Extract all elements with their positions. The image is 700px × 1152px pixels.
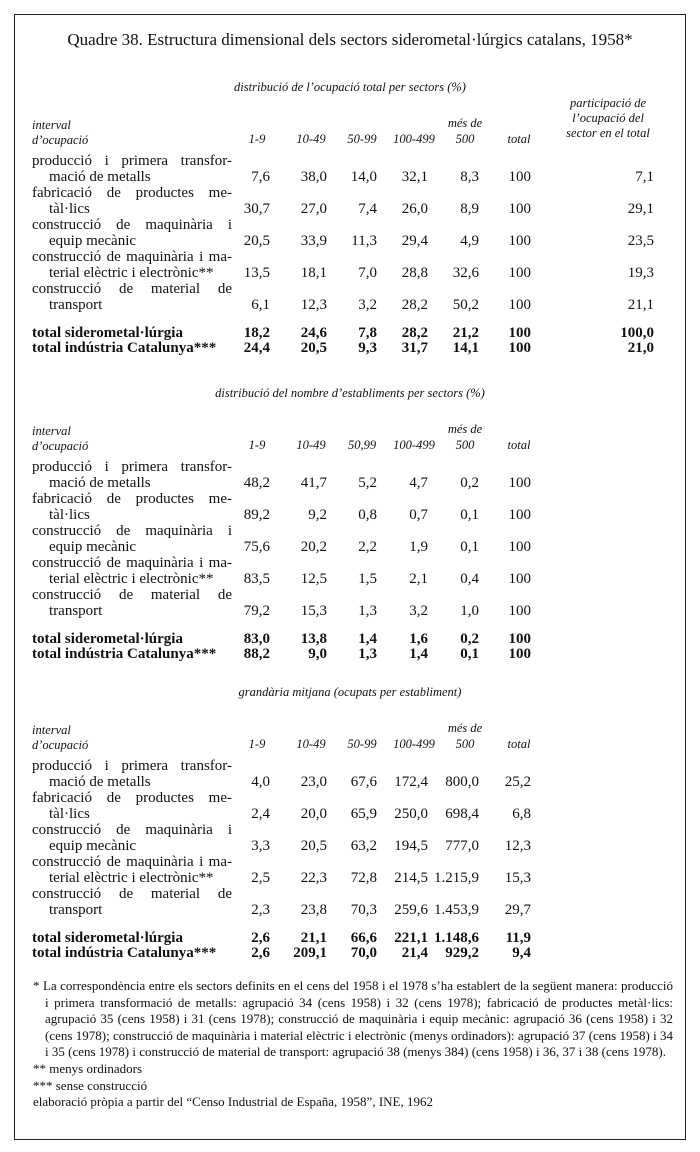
column-header: 500 [455, 132, 475, 146]
table-cell: 100 [508, 571, 531, 587]
table-cell: 0,1 [460, 539, 479, 555]
column-header: total [507, 132, 531, 146]
column-header: sector en el total [566, 126, 650, 140]
total-cell: 0,2 [460, 631, 479, 647]
table-cell: 259,6 [394, 902, 428, 918]
table-cell: 83,5 [243, 571, 270, 587]
section-caption: distribució del nombre d’establiments per sectors (%) [215, 386, 485, 400]
table-cell: 30,7 [243, 201, 270, 217]
table-cell: 29,7 [504, 902, 531, 918]
total-cell: 21,4 [401, 945, 428, 961]
table-cell: 800,0 [445, 774, 479, 790]
stub-header: interval [32, 723, 71, 737]
table-cell: 27,0 [300, 201, 327, 217]
table-cell: 100 [508, 201, 531, 217]
total-cell: 100 [508, 646, 531, 662]
table-cell: 1,9 [409, 539, 428, 555]
row-label-line: producció i primera transfor- [32, 459, 232, 475]
column-header: total [507, 737, 531, 751]
total-cell: 929,2 [445, 945, 479, 961]
table-cell: 3,2 [358, 297, 377, 313]
total-row-label: total indústria Catalunya*** [32, 646, 217, 662]
total-cell: 21,1 [300, 930, 327, 946]
table-cell: 20,5 [243, 233, 270, 249]
column-header: total [507, 438, 531, 452]
table-cell: 194,5 [394, 838, 428, 854]
total-cell: 11,9 [505, 930, 531, 946]
total-cell: 1,6 [409, 631, 428, 647]
stub-header: d’ocupació [32, 439, 89, 453]
row-label-line: transport [49, 902, 103, 918]
table-cell: 48,2 [243, 475, 270, 491]
row-label-line: construcció de maquinària i ma- [32, 555, 232, 571]
table-cell: 8,3 [460, 169, 479, 185]
row-label-line: terial elèctric i electrònic** [49, 571, 214, 587]
table-cell: 32,1 [401, 169, 428, 185]
row-label-line: construcció de material de [32, 587, 232, 603]
table-cell: 0,4 [460, 571, 479, 587]
table-cell: 19,3 [627, 265, 654, 281]
table-cell: 70,3 [350, 902, 377, 918]
row-label-line: tàl·lics [49, 507, 90, 523]
footnote-triple-asterisk: *** sense construcció [33, 1077, 148, 1093]
table-cell: 28,2 [401, 297, 428, 313]
stub-header: interval [32, 118, 71, 132]
table-cell: 72,8 [350, 870, 377, 886]
row-label-line: mació de metalls [49, 169, 151, 185]
table-cell: 777,0 [445, 838, 479, 854]
table-cell: 26,0 [401, 201, 428, 217]
row-label-line: mació de metalls [49, 475, 151, 491]
total-cell: 1,4 [409, 646, 428, 662]
table-cell: 32,6 [452, 265, 479, 281]
total-cell: 1,3 [358, 646, 377, 662]
table-cell: 3,2 [409, 603, 428, 619]
row-label-line: construcció de maquinària i ma- [32, 854, 232, 870]
table-cell: 12,3 [504, 838, 531, 854]
total-cell: 24,4 [243, 340, 270, 356]
table-cell: 79,2 [243, 603, 270, 619]
table-cell: 100 [508, 233, 531, 249]
row-label-line: tàl·lics [49, 806, 90, 822]
row-label-line: equip mecànic [49, 838, 137, 854]
table-cell: 0,7 [409, 507, 428, 523]
table-cell: 89,2 [243, 507, 270, 523]
section-caption: distribució de l’ocupació total per sectors (%) [234, 80, 466, 94]
column-header: 100-499 [393, 737, 435, 751]
total-cell: 209,1 [293, 945, 327, 961]
table-cell: 38,0 [300, 169, 327, 185]
table-cell: 100 [508, 297, 531, 313]
table-cell: 20,2 [300, 539, 327, 555]
total-cell: 31,7 [401, 340, 428, 356]
table-cell: 3,3 [251, 838, 270, 854]
row-label-line: producció i primera transfor- [32, 758, 232, 774]
table-cell: 15,3 [504, 870, 531, 886]
table-cell: 1,0 [460, 603, 479, 619]
table-cell: 22,3 [300, 870, 327, 886]
total-cell: 100 [508, 340, 531, 356]
table-cell: 4,9 [460, 233, 479, 249]
table-cell: 12,5 [300, 571, 327, 587]
row-label-line: fabricació de productes me- [32, 491, 232, 507]
table-cell: 6,8 [512, 806, 531, 822]
table-cell: 7,0 [358, 265, 377, 281]
table-cell: 11,3 [351, 233, 377, 249]
table-cell: 9,2 [308, 507, 327, 523]
column-header: més de [447, 116, 483, 130]
table-cell: 6,1 [251, 297, 270, 313]
total-row-label: total siderometal·lúrgia [32, 325, 183, 341]
table-cell: 29,4 [401, 233, 428, 249]
table-cell: 214,5 [394, 870, 428, 886]
table-cell: 63,2 [350, 838, 377, 854]
table-cell: 15,3 [300, 603, 327, 619]
column-header: 500 [455, 737, 475, 751]
total-cell: 20,5 [300, 340, 327, 356]
total-cell: 7,8 [358, 325, 377, 341]
column-header: 10-49 [296, 737, 326, 751]
table-cell: 4,0 [251, 774, 270, 790]
row-label-line: tàl·lics [49, 201, 90, 217]
row-label-line: terial elèctric i electrònic** [49, 870, 214, 886]
total-cell: 83,0 [243, 631, 270, 647]
table-cell: 698,4 [445, 806, 479, 822]
total-cell: 9,3 [358, 340, 377, 356]
table-cell: 8,9 [460, 201, 479, 217]
row-label-line: construcció de maquinària i [32, 523, 232, 539]
table-cell: 65,9 [350, 806, 377, 822]
table-cell: 23,5 [627, 233, 654, 249]
total-cell: 70,0 [350, 945, 377, 961]
table-cell: 0,1 [460, 507, 479, 523]
column-header: 500 [455, 438, 475, 452]
table-cell: 0,2 [460, 475, 479, 491]
table-cell: 1,5 [358, 571, 377, 587]
footnotes [33, 978, 673, 1111]
total-cell: 100 [508, 631, 531, 647]
column-header: 1-9 [248, 132, 266, 146]
column-header: 100-499 [393, 438, 435, 452]
table-cell: 100 [508, 603, 531, 619]
row-label-line: construcció de material de [32, 886, 232, 902]
table-cell: 100 [508, 539, 531, 555]
row-label-line: producció i primera transfor- [32, 153, 232, 169]
total-cell: 2,6 [251, 930, 270, 946]
total-cell: 9,0 [308, 646, 327, 662]
column-header: 50,99 [347, 438, 377, 452]
source-note: elaboració pròpia a partir del “Censo Industrial de España, 1958”, INE, 1962 [33, 1094, 433, 1110]
total-row-label: total siderometal·lúrgia [32, 930, 183, 946]
table-cell: 28,8 [401, 265, 428, 281]
total-cell: 2,6 [251, 945, 270, 961]
row-label-line: construcció de maquinària i ma- [32, 249, 232, 265]
table-cell: 1.453,9 [434, 902, 479, 918]
table-cell: 7,1 [635, 169, 654, 185]
row-label-line: construcció de material de [32, 281, 232, 297]
column-header: 50-99 [347, 737, 377, 751]
total-cell: 21,2 [452, 325, 479, 341]
total-cell: 13,8 [300, 631, 327, 647]
row-label-line: construcció de maquinària i [32, 822, 232, 838]
row-label-line: terial elèctric i electrònic** [49, 265, 214, 281]
column-header: participació de [569, 96, 647, 110]
total-row-label: total siderometal·lúrgia [32, 631, 183, 647]
table-cell: 7,6 [251, 169, 270, 185]
table-cell: 100 [508, 507, 531, 523]
total-cell: 21,0 [627, 340, 654, 356]
column-header: 50-99 [347, 132, 377, 146]
table-cell: 5,2 [358, 475, 377, 491]
table-cell: 41,7 [300, 475, 327, 491]
table-cell: 23,0 [300, 774, 327, 790]
table-cell: 2,2 [358, 539, 377, 555]
column-header: l’ocupació del [572, 111, 644, 125]
table-cell: 14,0 [350, 169, 377, 185]
table-cell: 172,4 [394, 774, 428, 790]
table-cell: 33,9 [300, 233, 327, 249]
total-cell: 221,1 [394, 930, 428, 946]
row-label-line: fabricació de productes me- [32, 790, 232, 806]
table-cell: 23,8 [300, 902, 327, 918]
column-header: 1-9 [248, 737, 266, 751]
table-cell: 75,6 [243, 539, 270, 555]
table-cell: 13,5 [243, 265, 270, 281]
total-cell: 18,2 [243, 325, 270, 341]
row-label-line: mació de metalls [49, 774, 151, 790]
table-cell: 67,6 [350, 774, 377, 790]
table-cell: 0,8 [358, 507, 377, 523]
row-label-line: equip mecànic [49, 539, 137, 555]
total-cell: 14,1 [452, 340, 479, 356]
table-cell: 7,4 [358, 201, 377, 217]
total-cell: 0,1 [460, 646, 479, 662]
total-cell: 1,4 [358, 631, 377, 647]
table-cell: 1,3 [358, 603, 377, 619]
column-header: 10-49 [296, 438, 326, 452]
table-cell: 250,0 [394, 806, 428, 822]
footnote-double-asterisk: ** menys ordinadors [33, 1060, 143, 1076]
total-cell: 88,2 [243, 646, 270, 662]
row-label-line: fabricació de productes me- [32, 185, 232, 201]
total-cell: 1.148,6 [434, 930, 479, 946]
stub-header: d’ocupació [32, 133, 89, 147]
total-cell: 66,6 [350, 930, 377, 946]
stub-header: interval [32, 424, 71, 438]
total-cell: 28,2 [401, 325, 428, 341]
table-cell: 2,1 [409, 571, 428, 587]
total-row-label: total indústria Catalunya*** [32, 340, 217, 356]
table-cell: 50,2 [452, 297, 479, 313]
table-cell: 2,5 [251, 870, 270, 886]
table-cell: 100 [508, 169, 531, 185]
table-cell: 29,1 [627, 201, 654, 217]
table-cell: 2,4 [251, 806, 270, 822]
total-cell: 9,4 [512, 945, 531, 961]
table-cell: 25,2 [504, 774, 531, 790]
total-cell: 100,0 [620, 325, 654, 341]
row-label-line: transport [49, 603, 103, 619]
column-header: 10-49 [296, 132, 326, 146]
total-cell: 100 [508, 325, 531, 341]
row-label-line: transport [49, 297, 103, 313]
table-cell: 4,7 [409, 475, 428, 491]
table-cell: 100 [508, 265, 531, 281]
column-header: més de [447, 422, 483, 436]
table-cell: 2,3 [251, 902, 270, 918]
row-label-line: equip mecànic [49, 233, 137, 249]
table-cell: 1.215,9 [434, 870, 479, 886]
table-cell: 12,3 [300, 297, 327, 313]
total-row-label: total indústria Catalunya*** [32, 945, 217, 961]
column-header: 100-499 [393, 132, 435, 146]
table-cell: 21,1 [627, 297, 654, 313]
table-cell: 20,0 [300, 806, 327, 822]
footnote-sector-correspondence: * La correspondència entre els sectors definits en el cens del 1958 i el 1978 s’ha establert de la següent manera: producció i primera transformació de metalls: agrupació 34 (cens 1958) i 32 (cens 1978); fabricació de productes metàl·lics: agrupació 35 (cens 1958) i 31 (cens 1978); construcció de maquinària i equip mecànic: agrupació 36 (cens 1958) i 32 (cens 1978); construcció de maquinària i material elèctric i electrònic (menys ordinadors): agrupació 37 (cens 1958) i 34 i 35 (cens 1978) i construcció de material de transport: agrupació 38 (menys 384) (cens 1958) i 36, 37 i 38 (cens 1978). [33, 978, 673, 1060]
row-label-line: construcció de maquinària i [32, 217, 232, 233]
stub-header: d’ocupació [32, 738, 89, 752]
page-title: Quadre 38. Estructura dimensional dels sectors siderometal·lúrgics catalans, 1958* [67, 30, 633, 49]
column-header: 1-9 [248, 438, 266, 452]
column-header: més de [447, 721, 483, 735]
table-cell: 18,1 [300, 265, 327, 281]
table-cell: 100 [508, 475, 531, 491]
table-cell: 20,5 [300, 838, 327, 854]
section-caption: grandària mitjana (ocupats per establiment) [238, 685, 462, 699]
total-cell: 24,6 [300, 325, 327, 341]
